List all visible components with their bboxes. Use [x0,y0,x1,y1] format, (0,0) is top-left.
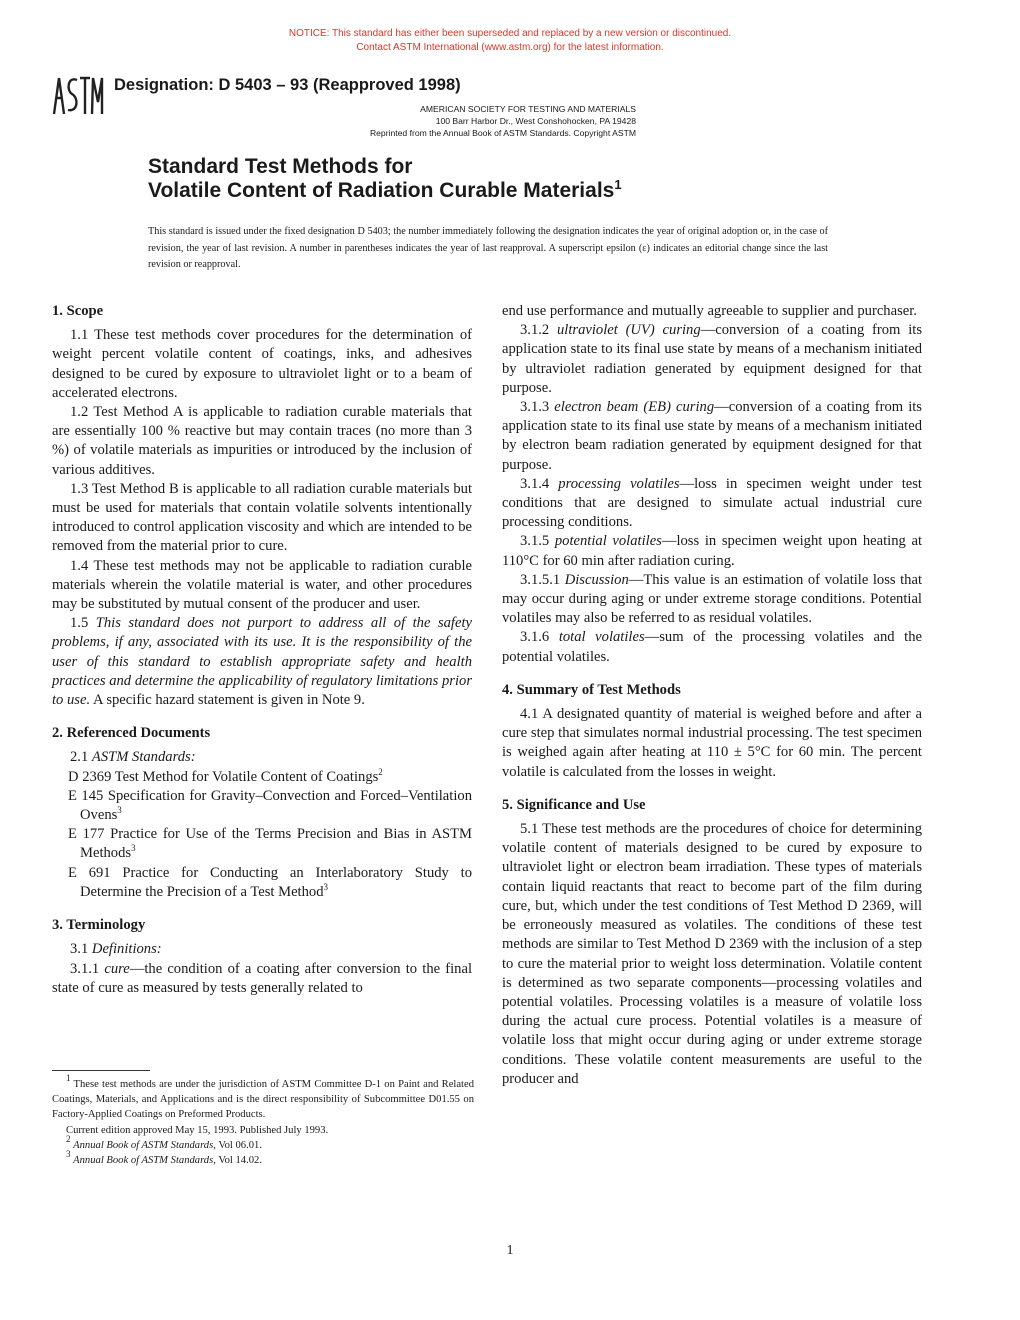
reference-item: E 177 Practice for Use of the Terms Precision and Bias in ASTM Methods$^3$ [68,826,472,862]
reprint-note: Reprinted from the Annual Book of ASTM Standards. Copyright ASTM [369,128,636,138]
footnotes [52,1073,474,1168]
left-column [52,302,472,998]
section-1-4: 1.4 These test methods may not be applicable to radiation curable materials wherein the volatile material is water, and other procedures may be substituted by mutual consent of the producer and user. [52,557,472,613]
section-5-1: 5.1 These test methods are the procedures of choice for determining volatile content of materials designed to be cured by exposure to ultraviolet light or electron beam irradiation. These types of materials contain liquid reactants that react to become part of the film during cure, but, which under the test conditions of Test Method D 2369, will be erroneously measured as volatiles. The conditions of these test methods are similar to Test Method D 2369 with the inclusion of a step to cure the material prior to weight loss determination. Volatile content is determined as two separate components—processing volatiles and potential volatiles. Processing volatiles is a measure of volatile loss during the actual cure process. Potential volatiles is a measure of volatile loss that might occur during aging or under extreme storage conditions. These volatile content measurements are useful to the producer and [502,821,922,1087]
section-3-1-1: 3.1.1 cure—the condition of a coating after conversion to the final state of cure as measured by tests generally related to [52,960,472,996]
title-line-2: Volatile Content of Radiation Curable Materials$^1$ [148,177,622,202]
notice-line-2: Contact ASTM International (www.astm.org) for the latest information. [356,42,664,53]
section-3-1-5: 3.1.5 potential volatiles—loss in specimen weight upon heating at 110°C for 60 min after radiation curing. [502,533,922,569]
title-line-1: Standard Test Methods for [148,155,413,178]
astm-logo-icon [52,72,104,118]
section-3-1-3: 3.1.3 electron beam (EB) curing—conversion of a coating from its application state to its final use state by means of a mechanism initiated by electron beam radiation generated by equipment designed for that purpose. [502,399,922,473]
reference-item: E 691 Practice for Conducting an Interlaboratory Study to Determine the Precision of a Test Method$^3$ [68,864,472,900]
section-1-5: 1.5 This standard does not purport to address all of the safety problems, if any, associated with its use. It is the responsibility of the user of this standard to establish appropriate safety and health practices and determine the applicability of regulatory limitations prior to use. A specific hazard statement is given in Note 9. [52,615,472,709]
terminology-heading: 3. Terminology [52,917,146,934]
fixed-designation-note: This standard is issued under the fixed designation D 5403; the number immediately following the designation indicates the year of original adoption or, in the case of revision, the year of last revision. A number in parentheses indicates the year of last reapproval. A superscript epsilon (ε) indicates an editorial change since the last revision or reapproval. [148,226,828,270]
terminology-continued: end use performance and mutually agreeable to supplier and purchaser. [502,303,917,319]
reference-item: D 2369 Test Method for Volatile Content of Coatings$^2$ [68,766,383,785]
footnote-3: $^3$ Annual Book of ASTM Standards, Vol 14.02. [66,1149,262,1167]
footnote-rule [52,1070,150,1071]
section-1-2: 1.2 Test Method A is applicable to radiation curable materials that are essentially 100 % reactive but may contain traces (no more than 3 %) of volatile materials as impurities or introduced by the inclusion of various additives. [52,404,472,478]
footnote-2: $^2$ Annual Book of ASTM Standards, Vol 06.01. [66,1133,262,1151]
section-2-1: 2.1 ASTM Standards: [70,749,196,766]
section-3-1-4: 3.1.4 processing volatiles—loss in specimen weight under test conditions that are designed to simulate actual industrial cure processing conditions. [502,475,922,531]
society-address: 100 Barr Harbor Dr., West Conshohocken, PA 19428 [435,116,636,126]
page-number: 1 [506,1243,514,1258]
referenced-documents-heading: 2. Referenced Documents [52,725,211,742]
section-3-1-5-1: 3.1.5.1 Discussion—This value is an estimation of volatile loss that may occur during aging or under extreme storage conditions. Potential volatiles may also be referred to as residual volatiles. [502,571,923,627]
section-3-1-6: 3.1.6 total volatiles—sum of the processing volatiles and the potential volatiles. [502,629,923,665]
section-1-3: 1.3 Test Method B is applicable to all radiation curable materials but must be used for materials that contain volatile solvents intentionally introduced to control application viscosity and which are intended to be removed from the material prior to cure. [52,480,472,555]
section-1-1: 1.1 These test methods cover procedures for the determination of weight percent volatile content of coatings, inks, and adhesives designed to be cured by exposure to ultraviolet light or to a beam of accelerated electrons. [52,327,472,401]
section-3-1-2: 3.1.2 ultraviolet (UV) curing—conversion of a coating from its application state to its final use state by means of a mechanism initiated by ultraviolet radiation generated by equipment designed for that purpose. [502,322,922,396]
footnote-1-approval: Current edition approved May 15, 1993. Published July 1993. [66,1124,329,1136]
right-column [502,302,922,1089]
scope-heading: 1. Scope [52,303,104,319]
footnote-1: $^1$ These test methods are under the jurisdiction of ASTM Committee D-1 on Paint and Related Coatings, Materials, and Applications and is the direct responsibility of Subcommittee D01.55 on Factory-Applied Coatings on Preformed Products. [52,1073,474,1121]
section-3-1: 3.1 Definitions: [70,941,162,958]
reference-item: E 145 Specification for Gravity–Convection and Forced–Ventilation Ovens$^3$ [68,787,472,824]
notice-line-1: NOTICE: This standard has either been superseded and replaced by a new version or discontinued. [288,28,732,39]
summary-heading: 4. Summary of Test Methods [502,681,681,698]
society-name: AMERICAN SOCIETY FOR TESTING AND MATERIALS [420,104,636,114]
section-4-1: 4.1 A designated quantity of material is weighed before and after a cure step that simulates normal industrial processing. The test specimen is weighed again after heating at 110 ± 5°C for 60 min. The percent volatile is calculated from the losses in weight. [502,706,922,780]
significance-heading: 5. Significance and Use [502,796,646,813]
title-footnote-ref: 1 [614,177,622,192]
designation: Designation: D 5403 – 93 (Reapproved 1998) [114,76,461,94]
